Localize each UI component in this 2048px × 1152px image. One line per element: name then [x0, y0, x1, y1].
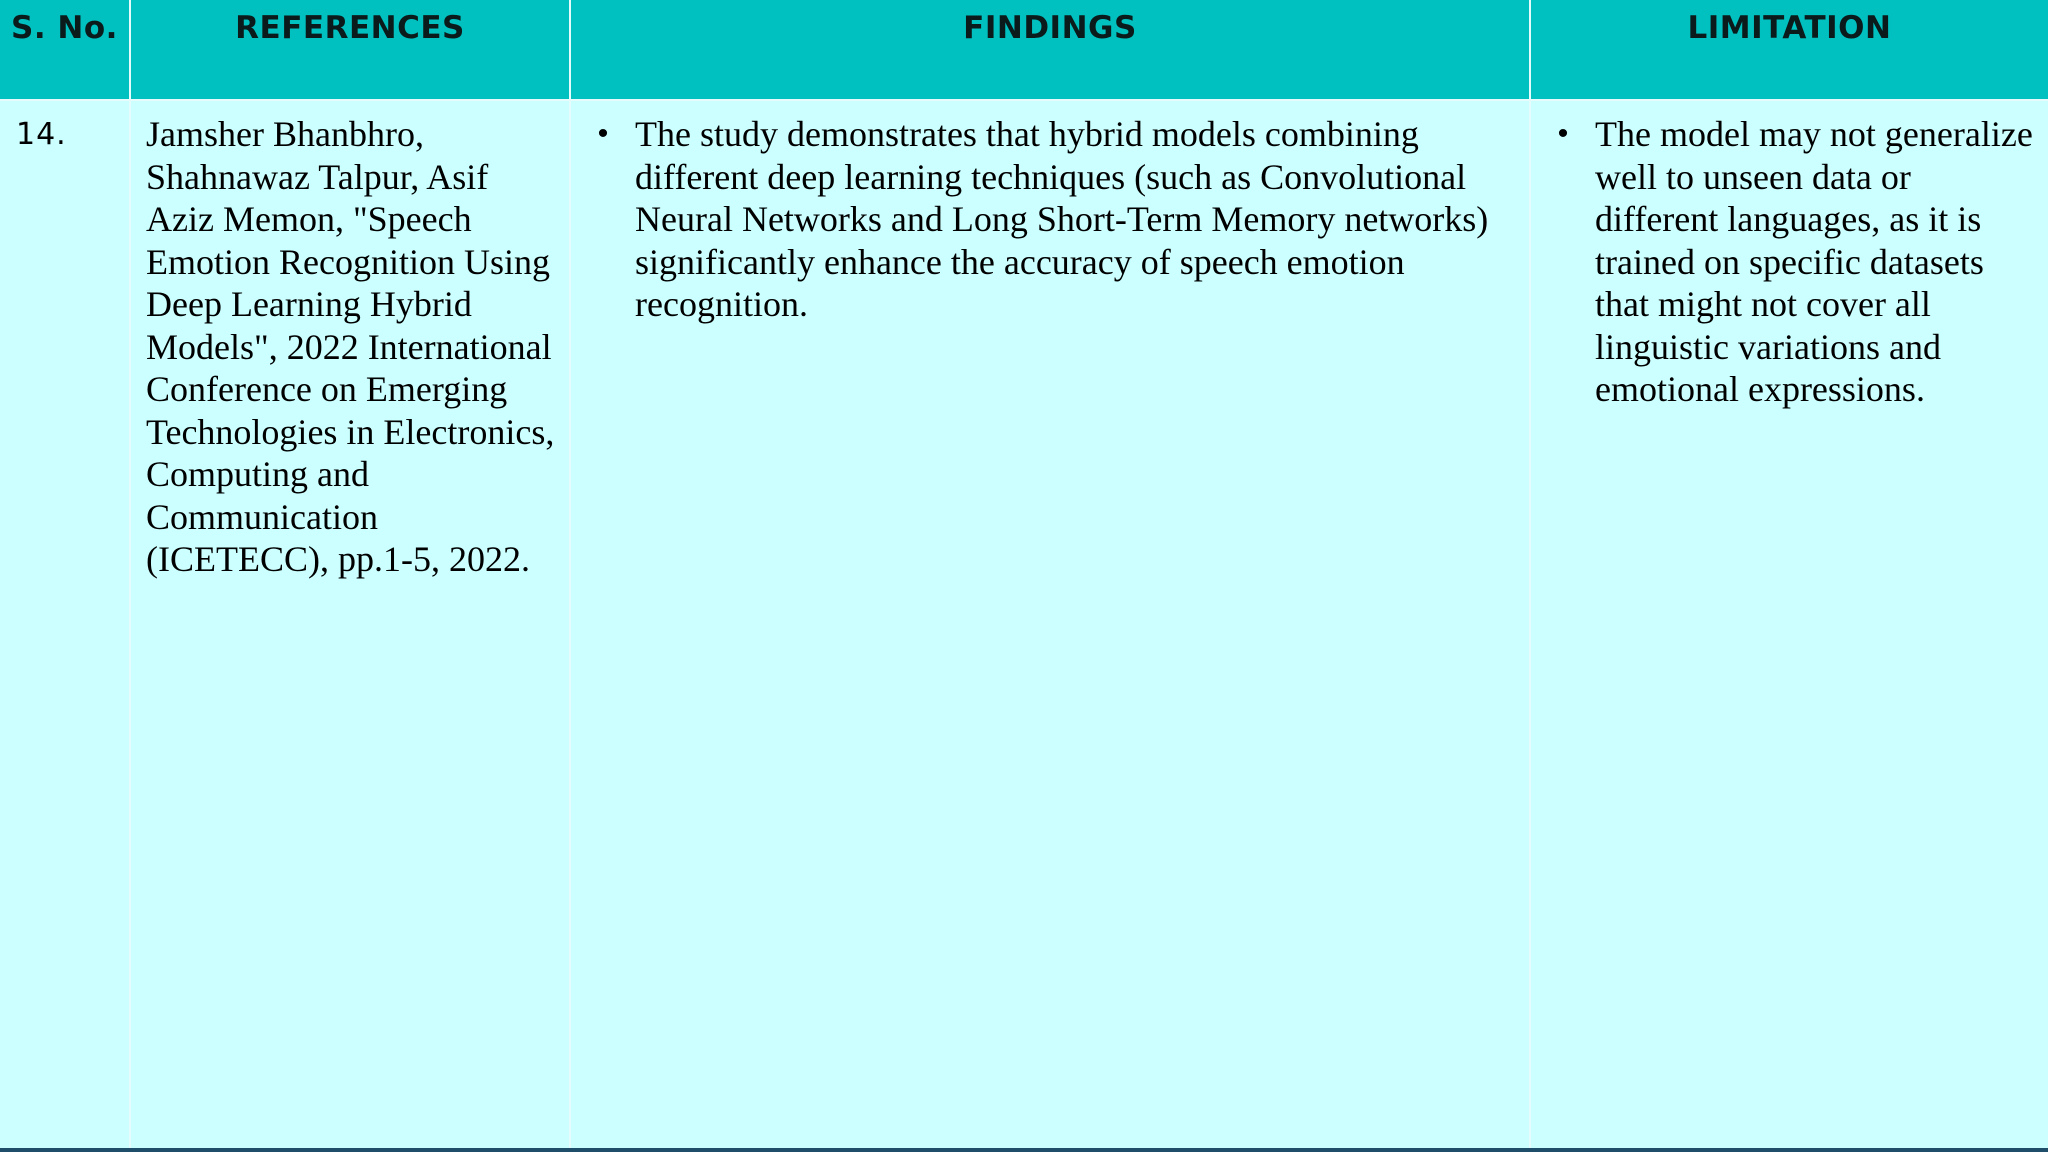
cell-findings — [570, 100, 1530, 1148]
header-limitation: LIMITATION — [1530, 0, 2048, 100]
table-row — [0, 100, 2048, 1148]
cell-sno — [0, 100, 130, 1148]
header-findings: FINDINGS — [570, 0, 1530, 100]
header-sno: S. No. — [0, 0, 130, 100]
cell-limitation — [1530, 100, 2048, 1148]
finding-bullet-item — [571, 101, 1529, 326]
bullet-icon: • — [597, 117, 609, 150]
finding-text: The study demonstrates that hybrid models combining different deep learning techniques (such as Convolutional Neural Networks and Long Short-Term Memory networks) significantly enhance the accuracy of speech emotion recognition. — [635, 114, 1489, 324]
row-serial-number: 14. — [16, 117, 67, 152]
table-header-row — [0, 0, 2048, 100]
cell-reference — [130, 100, 570, 1148]
limitation-bullet-item — [1531, 101, 2048, 411]
header-references: REFERENCES — [130, 0, 570, 100]
reference-text: Jamsher Bhanbhro, Shahnawaz Talpur, Asif Aziz Memon, "Speech Emotion Recognition Using Deep Learning Hybrid Models", 2022 International Conference on Emerging Technologies in Electronics, Computing and Communication (ICETECC), pp.1-5, 2022. — [146, 114, 555, 579]
bottom-border-bar — [0, 1148, 2048, 1152]
limitation-text: The model may not generalize well to unseen data or different languages, as it is trained on specific datasets that might not cover all linguistic variations and emotional expressions. — [1595, 114, 2033, 409]
bullet-icon: • — [1557, 117, 1569, 150]
